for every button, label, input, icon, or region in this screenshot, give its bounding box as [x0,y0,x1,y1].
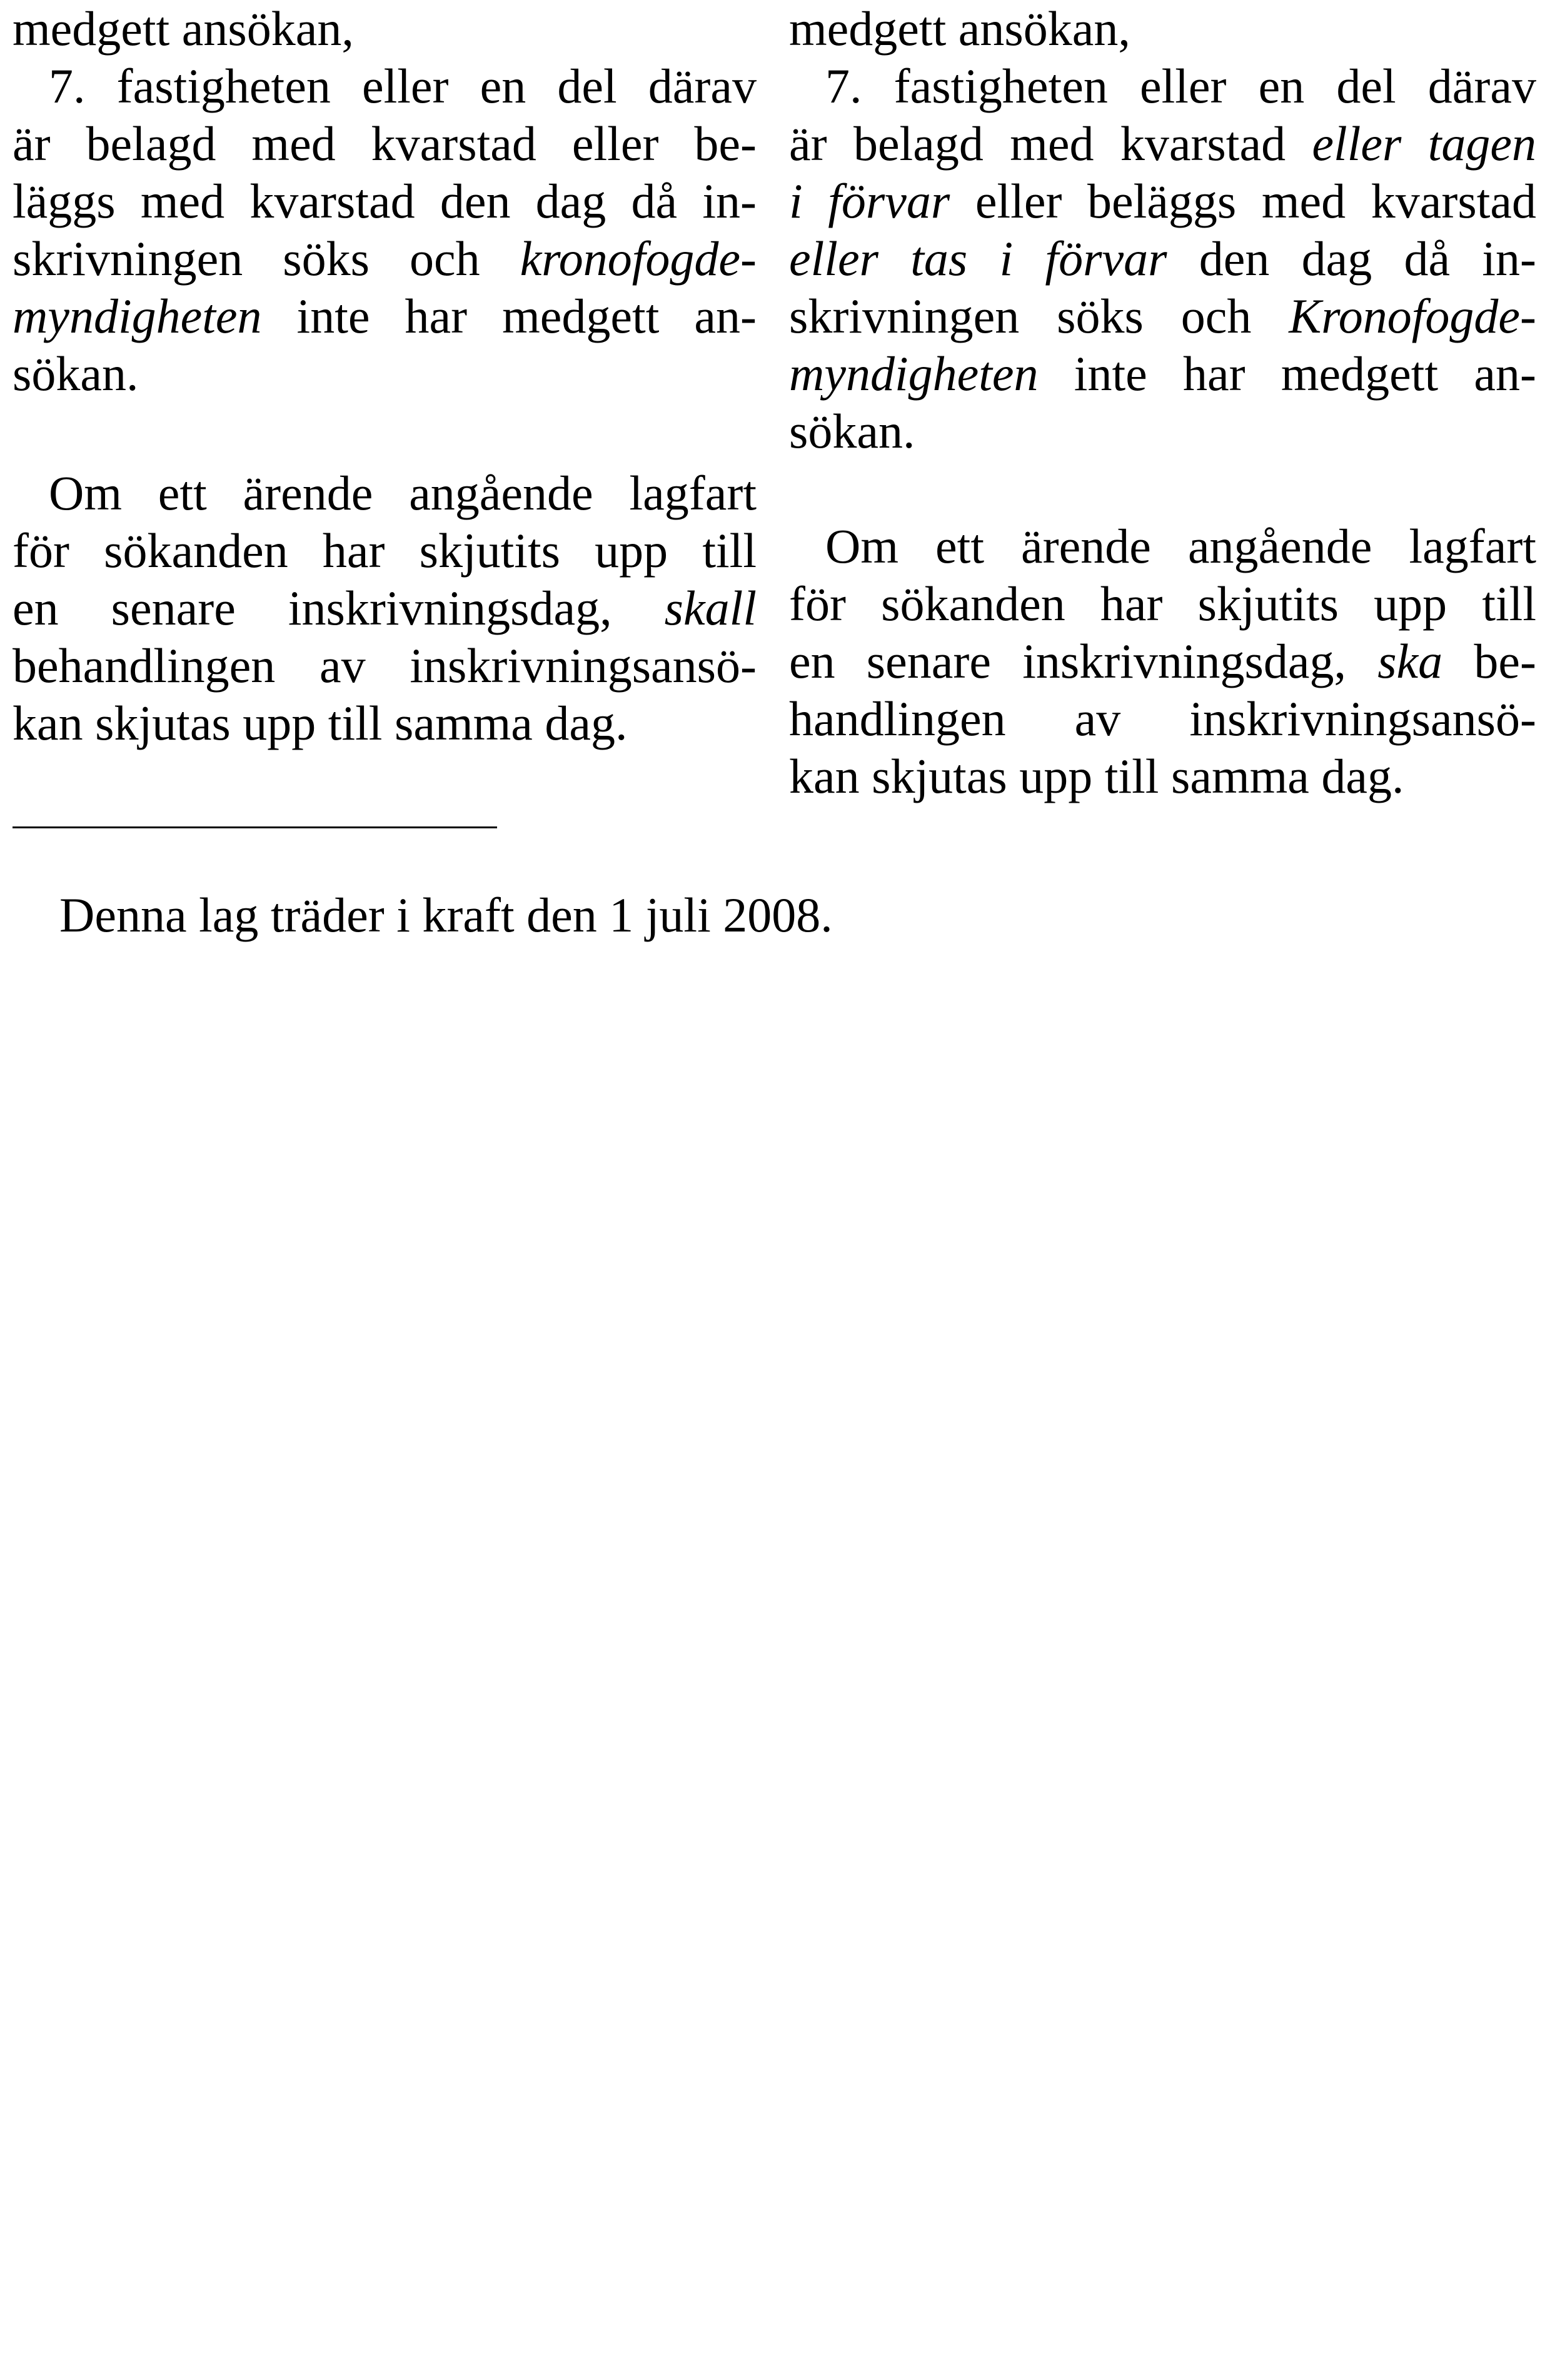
italic-text-run: skall [664,581,757,635]
text-line: kan skjutas upp till samma dag. [13,696,628,750]
text-line [13,230,757,288]
paragraph-gap [789,460,1536,518]
text-line: 7. fastigheten eller en del därav [825,59,1536,113]
text-line [789,230,1536,288]
text-line: läggs med kvarstad den dag då in- [13,174,757,228]
text-line: Om ett ärende angående lagfart [49,466,757,520]
text-run: skrivningen söks och [789,289,1289,343]
text-run: en senare inskrivningsdag, [789,634,1378,688]
paragraph-gap [13,403,757,464]
italic-text-run: kronofogde- [520,231,757,286]
text-line: för sökanden har skjutits upp till [789,576,1536,631]
current-wording-column [13,0,757,752]
text-line: behandlingen av inskrivningsansö- [13,638,757,693]
italic-text-run: i förvar [789,174,950,228]
text-line: Om ett ärende angående lagfart [825,519,1536,573]
text-run: inte har medgett an- [1038,346,1536,401]
footnote-separator-rule [13,826,497,828]
text-run: inte har medgett an- [261,289,757,343]
text-run: eller beläggs med kvarstad [950,174,1536,228]
text-line: är belagd med kvarstad eller be- [13,116,757,171]
text-line [13,580,757,637]
text-run: är belagd med kvarstad [789,116,1312,171]
text-line [789,173,1536,230]
text-run: be- [1442,634,1536,688]
text-line [789,345,1536,403]
text-line: 7. fastigheten eller en del därav [49,59,757,113]
text-line: medgett ansökan, [789,1,1130,56]
text-line [13,288,757,345]
italic-text-run: eller tagen [1312,116,1536,171]
text-run: skrivningen söks och [13,231,520,286]
italic-text-run: myndigheten [13,289,262,343]
italic-text-run: myndigheten [789,346,1039,401]
text-line [789,633,1536,690]
text-run: en senare inskrivningsdag, [13,581,665,635]
text-line: sökan. [789,404,915,458]
italic-text-run: ska [1377,634,1443,688]
text-line: sökan. [13,346,139,401]
text-line: kan skjutas upp till samma dag. [789,749,1404,803]
entry-into-force-statement: Denna lag träder i kraft den 1 juli 2008. [59,888,833,942]
text-line: medgett ansökan, [13,1,354,56]
italic-text-run: Kronofogde- [1289,289,1536,343]
proposed-wording-column [789,0,1536,805]
text-line [789,115,1536,173]
text-run: den dag då in- [1167,231,1536,286]
text-line: för sökanden har skjutits upp till [13,523,757,578]
italic-text-run: eller tas i förvar [789,231,1167,286]
text-line: handlingen av inskrivningsansö- [789,691,1536,746]
text-line [789,288,1536,345]
